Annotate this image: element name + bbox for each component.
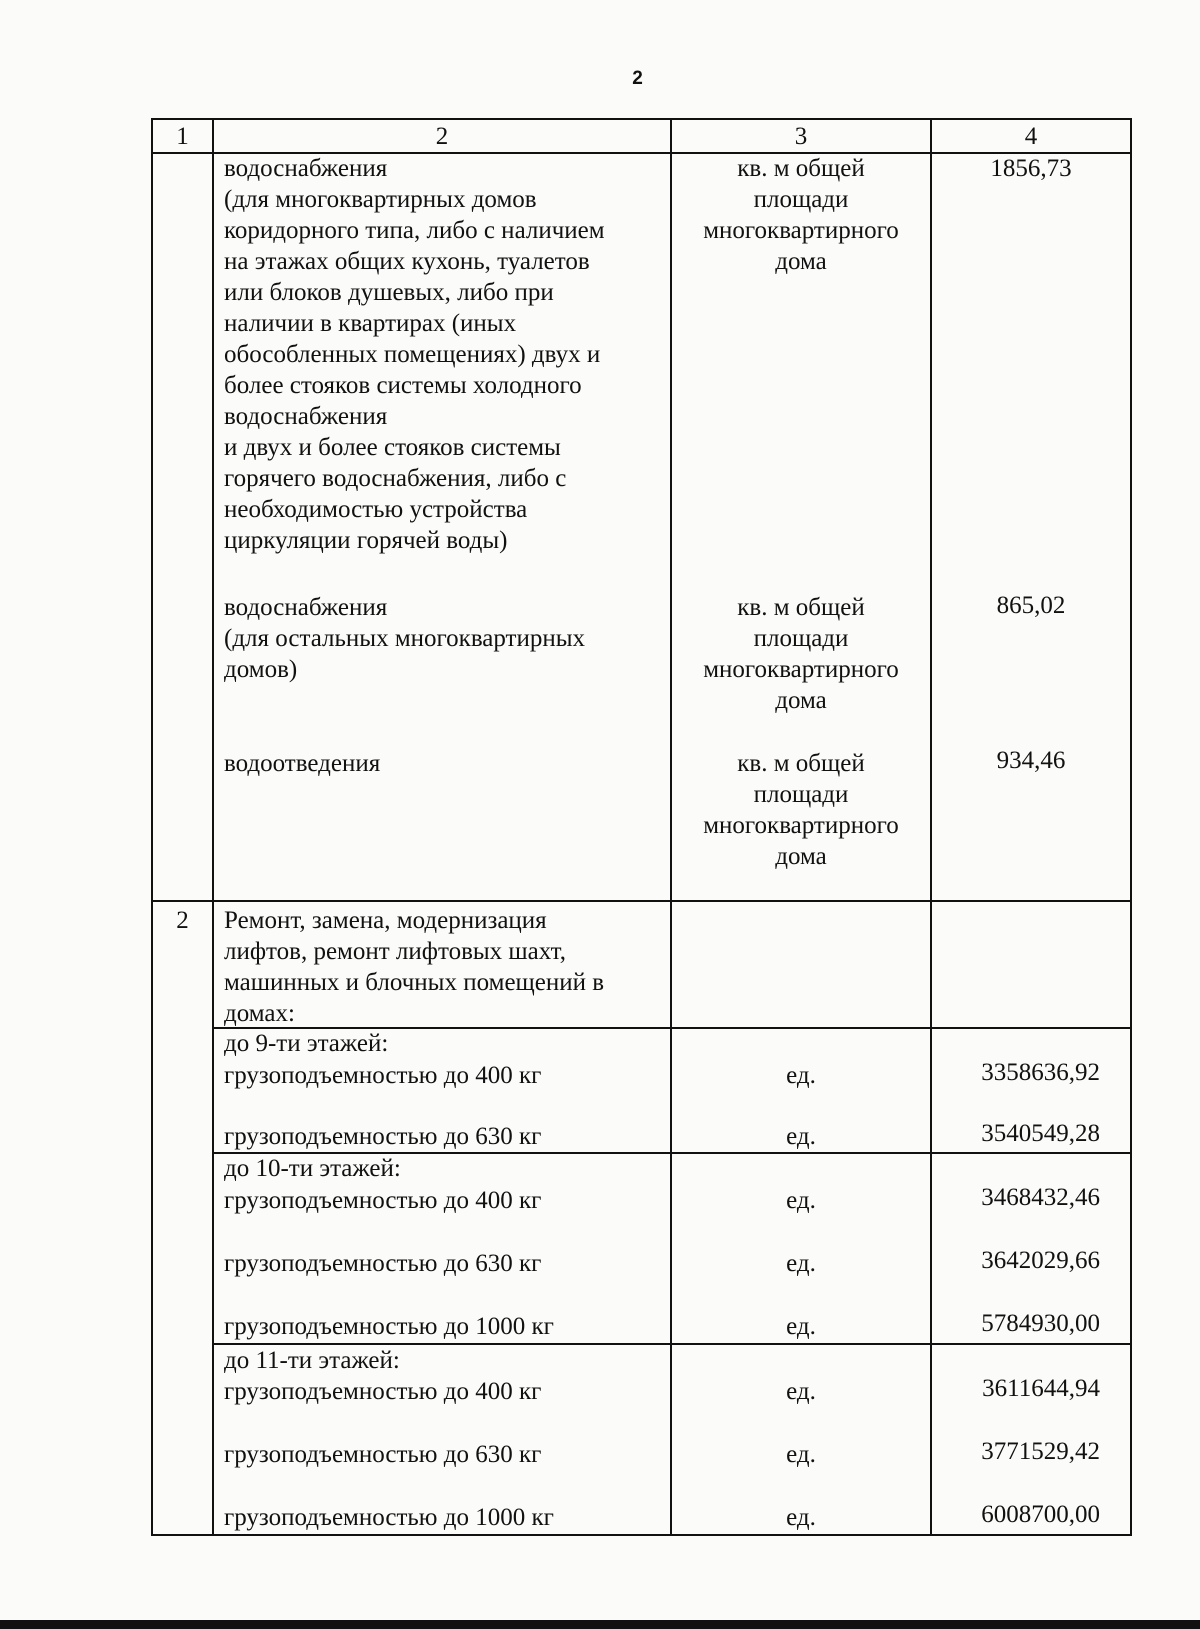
service-name-cell: водоснабжения (для многоквартирных домов коридорного типа, либо с наличием на этажах общих кухонь, туалетов или блоков душевых, либо при наличии в квартирах (иных обособленных помещениях) двух и более стояков системы холодного водоснабжения и двух и более стояков системы горячего водоснабжения, либо с необходимостью устройства циркуляции горячей воды) [224, 155, 605, 554]
unit-cell: ед. [786, 1504, 816, 1531]
value-cell: 1856,73 [990, 155, 1072, 182]
section-title: Ремонт, замена, модернизация лифтов, ремонт лифтовых шахт, машинных и блочных помещений в домах: [224, 907, 605, 1027]
value-cell: 3358636,92 [981, 1059, 1100, 1086]
service-name-cell: грузоподъемностью до 1000 кг [224, 1504, 554, 1531]
table-border-bottom [151, 1534, 1132, 1536]
group-label: до 10-ти этажей: [224, 1155, 401, 1182]
header-col-3: 3 [794, 123, 808, 150]
header-col-4: 4 [1024, 123, 1038, 150]
value-cell: 3771529,42 [981, 1438, 1100, 1465]
group-label: до 11-ти этажей: [224, 1347, 400, 1374]
scan-edge-bar [0, 1620, 1200, 1629]
value-cell: 865,02 [996, 592, 1066, 619]
unit-cell: ед. [786, 1378, 816, 1405]
service-name-cell: грузоподъемностью до 630 кг [224, 1250, 542, 1277]
table-border-right [1130, 118, 1132, 1536]
unit-cell: кв. м общей площади многоквартирного дома [703, 594, 899, 714]
group-label: до 9-ти этажей: [224, 1030, 389, 1057]
unit-cell: ед. [786, 1250, 816, 1277]
header-col-2: 2 [435, 123, 449, 150]
service-name-cell: грузоподъемностью до 400 кг [224, 1062, 542, 1089]
value-cell: 3468432,46 [981, 1184, 1100, 1211]
unit-cell: кв. м общей площади многоквартирного дома [703, 750, 899, 870]
service-name-cell: грузоподъемностью до 630 кг [224, 1123, 542, 1150]
value-cell: 3540549,28 [981, 1120, 1100, 1147]
table-border-top [151, 118, 1132, 120]
unit-cell: ед. [786, 1313, 816, 1340]
service-name-cell: грузоподъемностью до 1000 кг [224, 1313, 554, 1340]
service-name-cell: грузоподъемностью до 400 кг [224, 1187, 542, 1214]
value-cell: 6008700,00 [981, 1501, 1100, 1528]
column-divider-1-2 [212, 118, 214, 1536]
service-name-cell: грузоподъемностью до 630 кг [224, 1441, 542, 1468]
header-col-1: 1 [176, 123, 189, 150]
service-name-cell: водоотведения [224, 750, 381, 777]
unit-cell: ед. [786, 1062, 816, 1089]
service-name-cell: грузоподъемностью до 400 кг [224, 1378, 542, 1405]
unit-cell: ед. [786, 1123, 816, 1150]
value-cell: 3642029,66 [981, 1247, 1100, 1274]
section-number: 2 [176, 907, 189, 934]
service-name-cell: водоснабжения (для остальных многоквартирных домов) [224, 594, 586, 683]
value-cell: 3611644,94 [982, 1375, 1100, 1402]
unit-cell: ед. [786, 1441, 816, 1468]
table-border-left [151, 118, 153, 1536]
unit-cell: ед. [786, 1187, 816, 1214]
value-cell: 934,46 [996, 747, 1066, 774]
value-cell: 5784930,00 [981, 1310, 1100, 1337]
page-number: 2 [632, 68, 643, 89]
section-divider [151, 900, 1132, 902]
unit-cell: кв. м общей площади многоквартирного дома [703, 155, 899, 275]
